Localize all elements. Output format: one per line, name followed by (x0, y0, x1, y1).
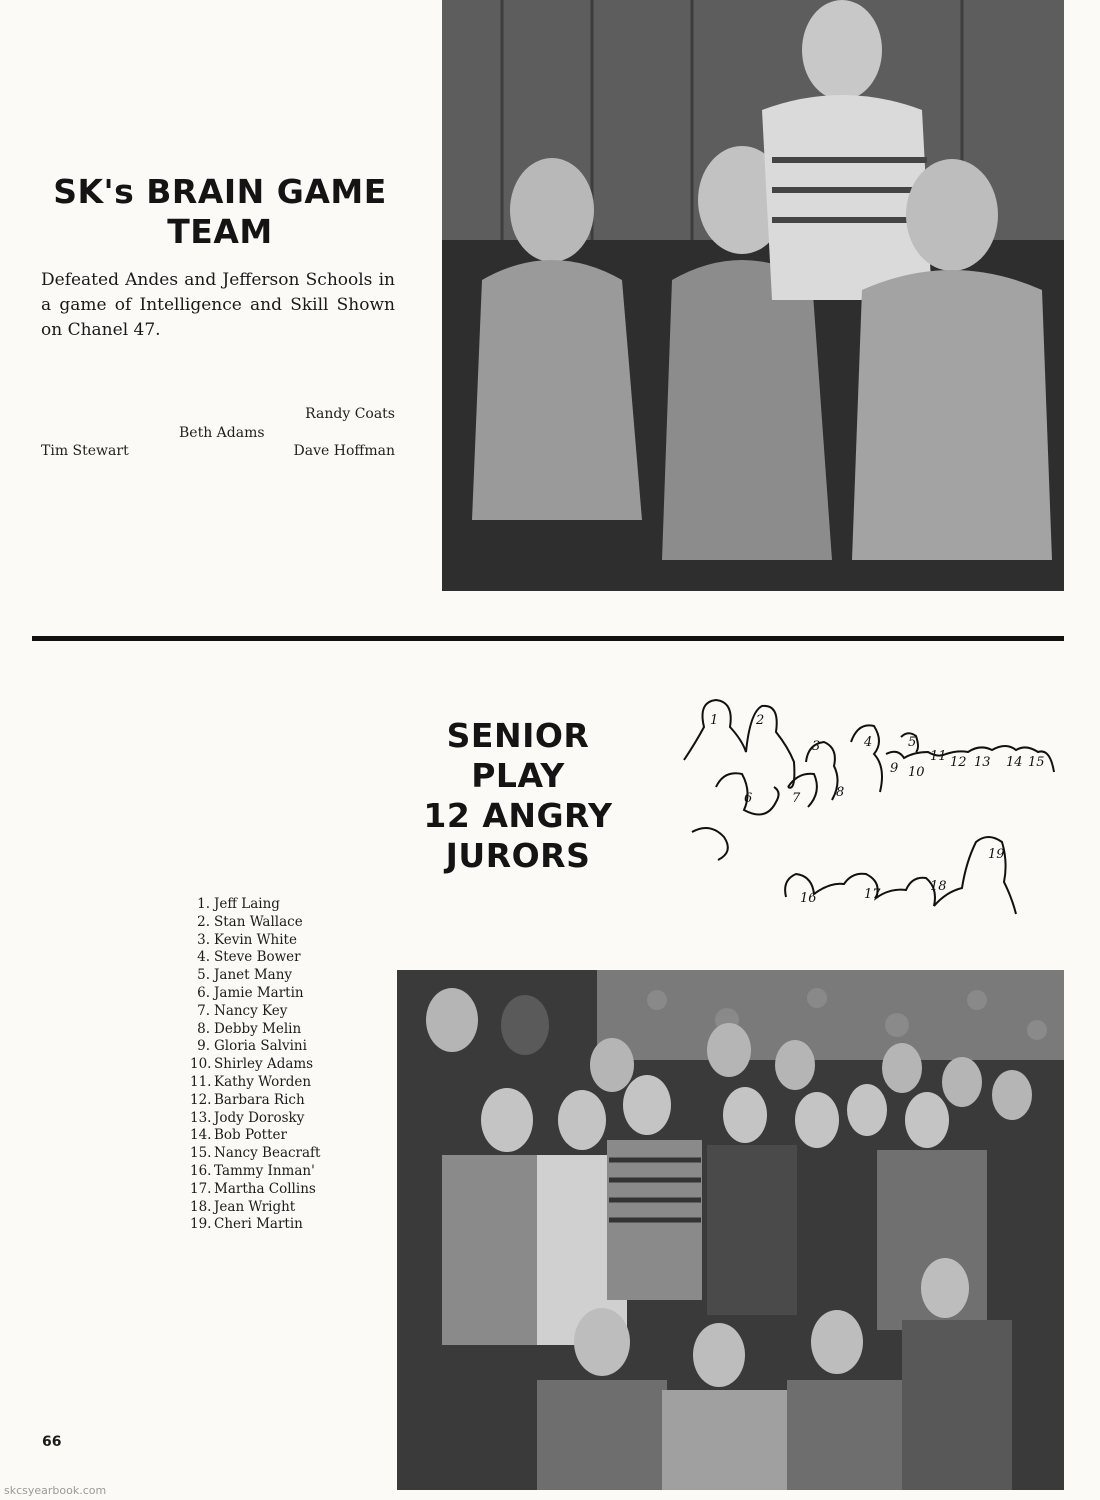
roster-name: Nancy Beacraft (214, 1145, 321, 1162)
name-dave-hoffman: Dave Hoffman (293, 443, 395, 459)
senior-play-title-line3: 12 ANGRY (423, 796, 613, 835)
roster-item (190, 1127, 370, 1145)
position-key-diagram (676, 692, 1066, 922)
roster-item (190, 1216, 370, 1234)
roster-name: Gloria Salvini (214, 1038, 307, 1055)
roster-number: 6. (197, 984, 210, 1001)
roster-number: 18. (190, 1198, 212, 1215)
roster-name: Jean Wright (214, 1198, 296, 1215)
roster-number: 13. (190, 1109, 212, 1126)
roster-number: 9. (197, 1038, 210, 1055)
page-number: 66 (42, 1434, 62, 1450)
roster-name: Jamie Martin (214, 984, 304, 1001)
roster-item (190, 1145, 370, 1163)
roster-name: Kevin White (214, 931, 297, 948)
key-number: 6 (744, 791, 753, 806)
roster-item (190, 1021, 370, 1039)
roster-item (190, 1056, 370, 1074)
roster-number: 2. (197, 913, 210, 930)
roster-item (190, 932, 370, 950)
name-randy-coats: Randy Coats (305, 406, 395, 422)
roster-number: 1. (197, 896, 210, 912)
roster-name: Martha Collins (214, 1180, 316, 1197)
roster-item (190, 967, 370, 985)
roster-item (190, 985, 370, 1003)
roster-name: Barbara Rich (214, 1091, 305, 1108)
roster-number: 7. (197, 1002, 210, 1019)
key-number: 11 (930, 749, 947, 764)
key-number: 3 (812, 739, 821, 754)
senior-play-title-line2: PLAY (471, 756, 565, 795)
roster-number: 17. (190, 1180, 212, 1197)
roster-name: Stan Wallace (214, 913, 303, 930)
roster-number: 4. (197, 949, 210, 966)
section-divider (32, 636, 1064, 641)
key-number: 10 (908, 765, 925, 780)
roster-item (190, 949, 370, 967)
key-number: 1 (710, 713, 719, 728)
roster-number: 19. (190, 1216, 212, 1233)
key-number: 15 (1028, 755, 1045, 770)
key-number: 4 (864, 735, 873, 750)
key-number: 7 (792, 791, 801, 806)
key-number: 17 (864, 887, 881, 902)
roster-name: Steve Bower (214, 949, 301, 966)
roster-item (190, 1074, 370, 1092)
key-number: 19 (988, 847, 1005, 862)
senior-play-title (418, 716, 618, 876)
roster-number: 15. (190, 1145, 212, 1162)
roster-number: 10. (190, 1056, 212, 1073)
roster-number: 3. (197, 931, 210, 948)
roster-item (190, 1181, 370, 1199)
roster-item (190, 1038, 370, 1056)
roster-item (190, 914, 370, 932)
roster-name: Nancy Key (214, 1002, 288, 1019)
key-number: 18 (930, 879, 947, 894)
senior-play-cast-photo (397, 970, 1064, 1490)
roster-number: 5. (197, 967, 210, 984)
senior-play-title-line1: SENIOR (446, 716, 590, 755)
brain-game-title (40, 172, 400, 252)
senior-play-title-line4: JURORS (445, 836, 591, 875)
name-tim-stewart: Tim Stewart (41, 443, 129, 459)
brain-game-caption: Defeated Andes and Jefferson Schools in a game of Intelligence and Skill Shown on Chanel 47. (41, 270, 395, 340)
key-number: 5 (908, 735, 917, 750)
roster-item (190, 1110, 370, 1128)
roster-number: 16. (190, 1162, 212, 1179)
roster-number: 14. (190, 1127, 212, 1144)
roster-item (190, 1003, 370, 1021)
roster-item (190, 1199, 370, 1217)
roster-name: Debby Melin (214, 1020, 302, 1037)
brain-game-title-line2: TEAM (167, 212, 273, 251)
roster-name: Cheri Martin (214, 1216, 303, 1233)
roster-name: Jeff Laing (214, 896, 280, 912)
roster-item (190, 1163, 370, 1181)
key-number: 16 (800, 891, 817, 906)
cast-roster (190, 896, 370, 1234)
key-number: 14 (1006, 755, 1023, 770)
watermark: skcsyearbook.com (4, 1484, 107, 1497)
key-number: 9 (890, 761, 899, 776)
roster-name: Tammy Inman' (214, 1162, 315, 1179)
roster-number: 12. (190, 1091, 212, 1108)
key-number: 12 (950, 755, 967, 770)
roster-number: 11. (190, 1073, 212, 1090)
roster-number: 8. (197, 1020, 210, 1037)
name-beth-adams: Beth Adams (179, 425, 265, 441)
roster-name: Kathy Worden (214, 1073, 312, 1090)
brain-game-team-photo (442, 0, 1064, 591)
roster-name: Shirley Adams (214, 1056, 314, 1073)
key-number: 13 (974, 755, 991, 770)
key-number: 2 (756, 713, 765, 728)
roster-item (190, 1092, 370, 1110)
roster-name: Bob Potter (214, 1127, 287, 1144)
roster-item (190, 896, 370, 914)
brain-game-title-line1: SK's BRAIN GAME (53, 172, 387, 211)
roster-name: Jody Dorosky (214, 1109, 305, 1126)
roster-list (190, 896, 370, 1234)
key-number: 8 (836, 785, 845, 800)
roster-name: Janet Many (214, 967, 293, 984)
